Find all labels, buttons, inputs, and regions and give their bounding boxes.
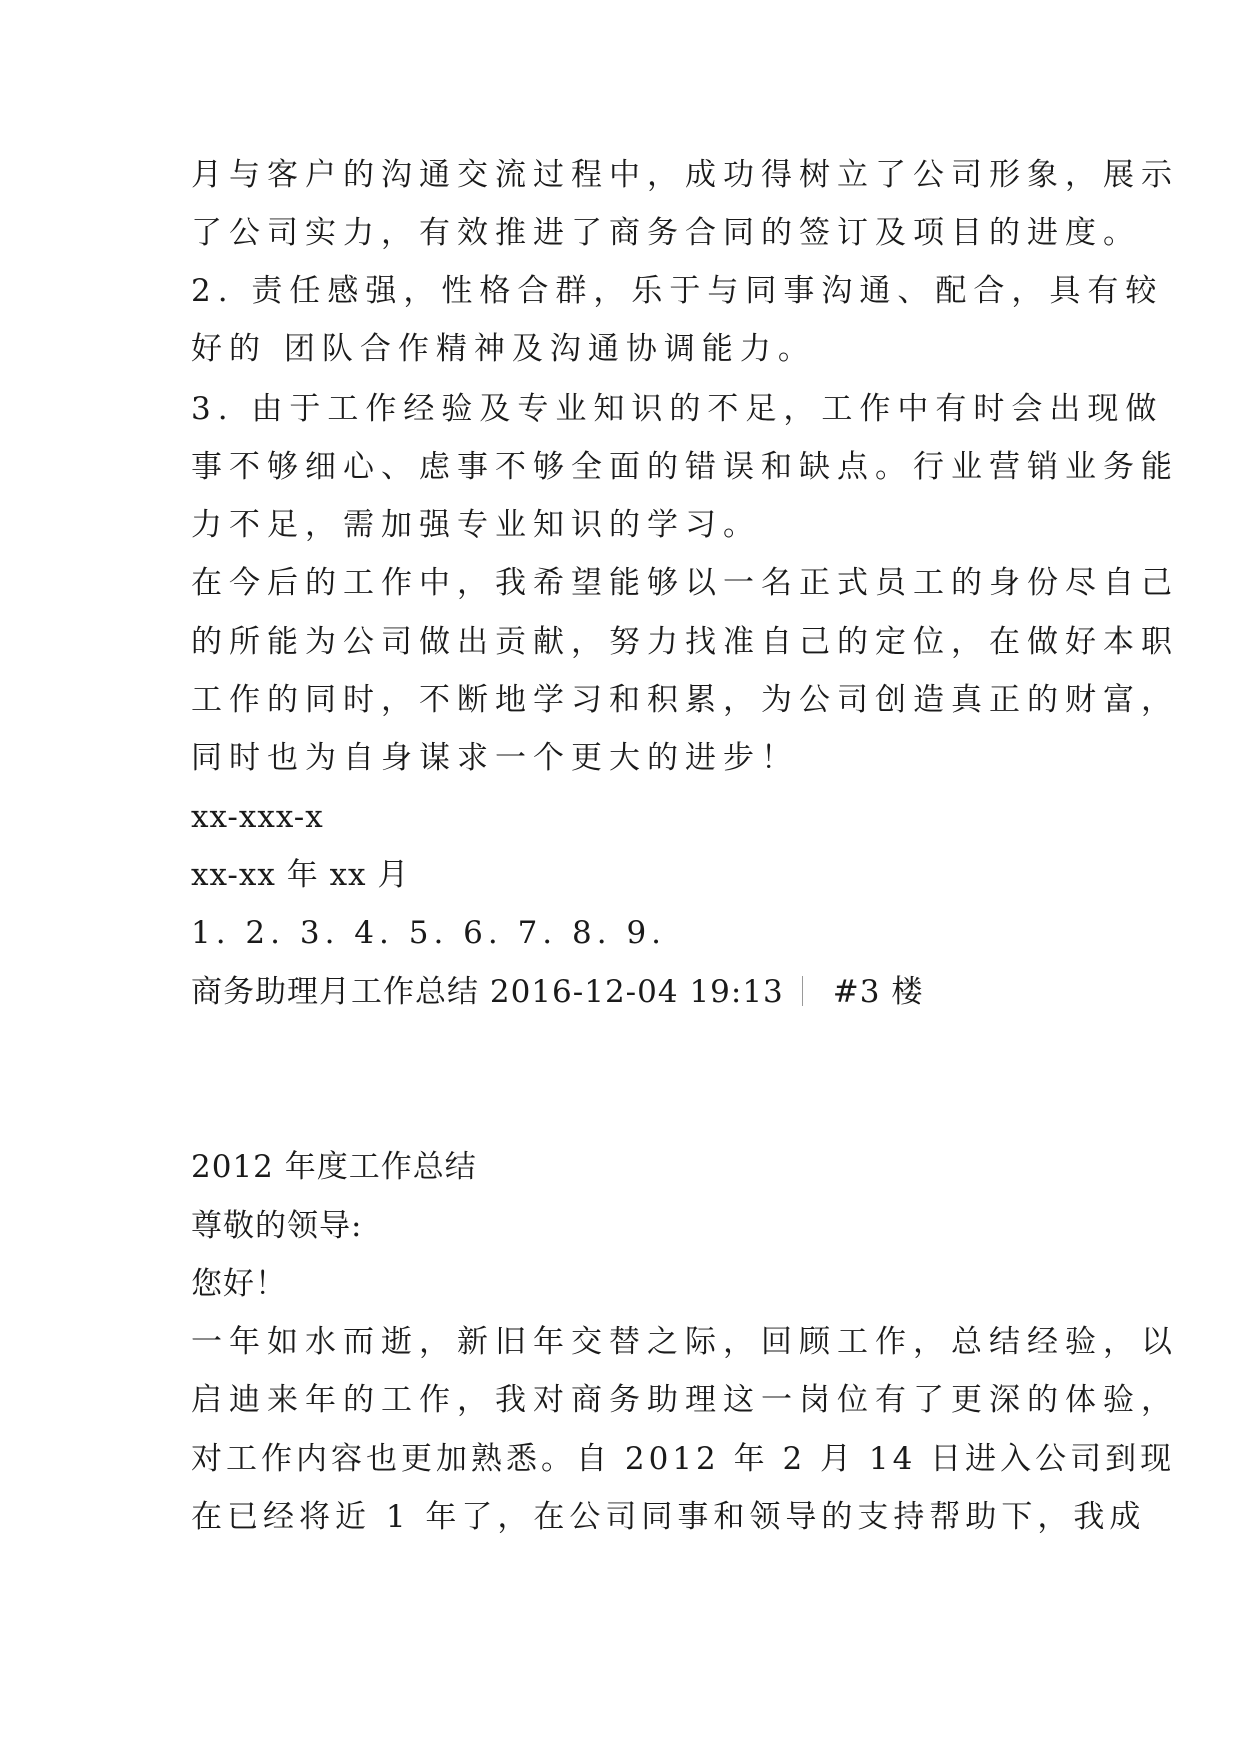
signature-line: xx-xxx-x (191, 799, 324, 835)
numbered-list-line: 1. 2. 3. 4. 5. 6. 7. 8. 9. (191, 915, 667, 951)
body-text-line: 月与客户的沟通交流过程中，成功得树立了公司形象，展示 (191, 157, 1179, 193)
body-text-line: 工作的同时，不断地学习和积累，为公司创造真正的财富， (191, 682, 1179, 718)
post-footer (191, 972, 923, 1012)
post-title: 2012 年度工作总结 (191, 1149, 477, 1185)
body-text-line: 同时也为自身谋求一个更大的进步！ (191, 740, 799, 776)
body-text-line: 2. 责任感强，性格合群，乐于与同事沟通、配合，具有较 (191, 273, 1164, 309)
body-text-line: 3. 由于工作经验及专业知识的不足，工作中有时会出现做 (191, 391, 1164, 427)
body-text-line: 一年如水而逝，新旧年交替之际，回顾工作，总结经验，以 (191, 1324, 1179, 1360)
body-text-line: 力不足，需加强专业知识的学习。 (191, 507, 761, 543)
post-floor-number[interactable]: #3 楼 (832, 974, 924, 1010)
body-text-line: 的所能为公司做出贡献，努力找准自己的定位，在做好本职 (191, 624, 1179, 660)
body-text-line: 启迪来年的工作，我对商务助理这一岗位有了更深的体验， (191, 1382, 1179, 1418)
date-line: xx-xx 年 xx 月 (191, 857, 410, 893)
body-text-line: 对工作内容也更加熟悉。自 2012 年 2 月 14 日进入公司到现 (191, 1441, 1176, 1477)
body-text-line: 好的 团队合作精神及沟通协调能力。 (191, 331, 816, 367)
body-text-line: 事不够细心、虑事不够全面的错误和缺点。行业营销业务能 (191, 449, 1179, 485)
body-text-line: 在今后的工作中，我希望能够以一名正式员工的身份尽自己 (191, 565, 1179, 601)
footer-divider (802, 976, 803, 1006)
post-footer-datetime: 2016-12-04 19:13 (489, 974, 784, 1010)
body-text-line: 了公司实力，有效推进了商务合同的签订及项目的进度。 (191, 215, 1141, 251)
body-text-line: 在已经将近 1 年了，在公司同事和领导的支持帮助下，我成 (191, 1499, 1146, 1535)
greeting: 您好！ (191, 1266, 287, 1302)
post-footer-title[interactable]: 商务助理月工作总结 (191, 974, 479, 1010)
salutation: 尊敬的领导: (191, 1208, 363, 1244)
